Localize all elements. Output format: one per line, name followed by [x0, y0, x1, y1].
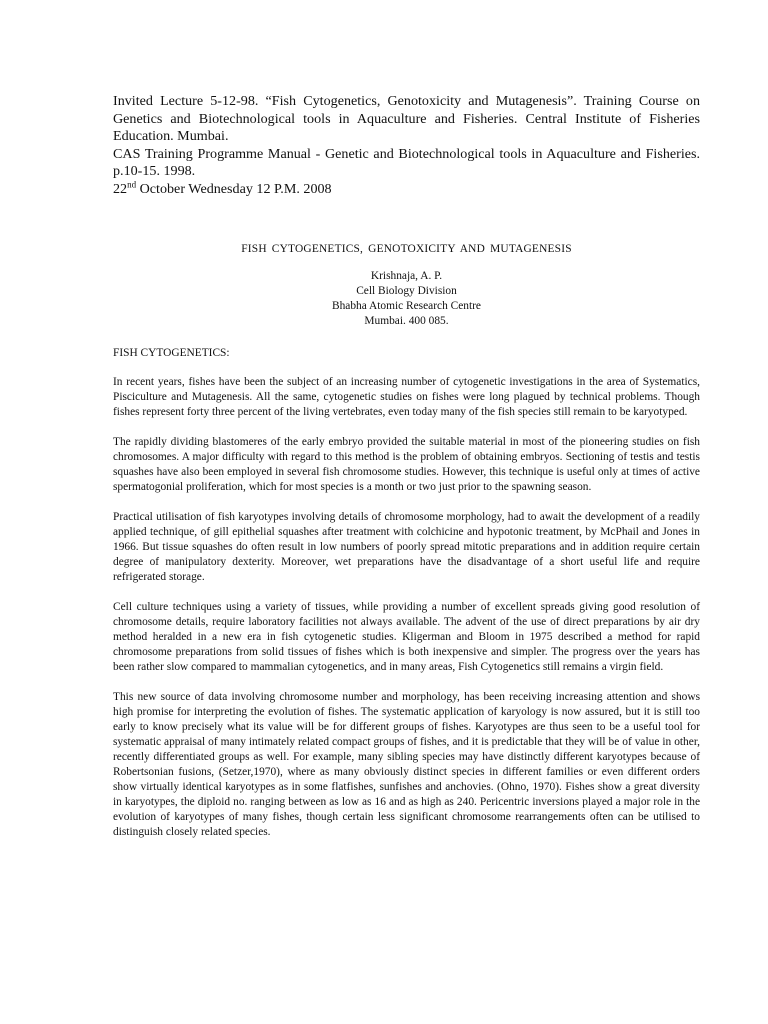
document-title: FISH CYTOGENETICS, GENOTOXICITY AND MUTAGENESIS: [241, 242, 572, 255]
citation-lecture: Invited Lecture 5-12-98. “Fish Cytogenetics, Genotoxicity and Mutagenesis”. Training Course on Genetics and Biotechnological tools in Aquaculture and Fisheries. Central Institute of Fisheries Education. Mumbai.: [113, 93, 700, 145]
date-rest: October Wednesday 12 P.M. 2008: [136, 180, 332, 197]
citation-date: [113, 181, 700, 199]
author-institute: Bhabha Atomic Research Centre: [332, 299, 481, 312]
date-day: 22: [113, 180, 128, 197]
author-block: [113, 269, 700, 329]
document-page: [113, 93, 700, 855]
author-city: Mumbai. 400 085.: [364, 314, 449, 327]
author-division: Cell Biology Division: [356, 284, 457, 297]
paragraph-4: Cell culture techniques using a variety of tissues, while providing a number of excellent spreads giving good resolution of chromosome details, require laboratory facilities not always available. The advent of the use of direct preparations by air dry method heralded in a new era in fish cytogenetic studies. Kligerman and Bloom in 1975 described a method for rapid chromosome preparations from solid tissues of fishes which is both inexpensive and simpler. The progress over the years has been rather slow compared to mammalian cytogenetics, and in many areas, Fish Cytogenetics still remains a virgin field.: [113, 600, 700, 673]
date-suffix: nd: [127, 179, 137, 190]
paragraph-1: In recent years, fishes have been the subject of an increasing number of cytogenetic investigations in the area of Systematics, Pisciculture and Mutagenesis. All the same, cytogenetic studies on fishes were long plagued by technical problems. Though fishes represent forty three percent of the living vertebrates, even today many of the fish species still remain to be karyotyped.: [113, 375, 700, 418]
citation-manual: CAS Training Programme Manual - Genetic and Biotechnological tools in Aquaculture and Fisheries. p.10-15. 1998.: [113, 145, 700, 180]
section-heading: FISH CYTOGENETICS:: [113, 346, 230, 359]
citation-header: [113, 93, 700, 199]
paragraph-3: Practical utilisation of fish karyotypes involving details of chromosome morphology, had to await the development of a readily applied technique, of gill epithelial squashes after treatment with colchicine and hypotonic treatment, by McPhail and Jones in 1966. But tissue squashes do often result in low numbers of poorly spread mitotic preparations and in addition require certain degree of manipulatory dexterity. Moreover, wet preparations have the disadvantage of a short useful life and require refrigerated storage.: [113, 510, 700, 583]
paragraph-2: The rapidly dividing blastomeres of the early embryo provided the suitable material in most of the pioneering studies on fish chromosomes. A major difficulty with regard to this method is the problem of obtaining embryos. Sectioning of testis and testis squashes have also been employed in several fish chromosome studies. However, this technique is useful only at times of active spermatogonial proliferation, which for most species is a month or two just prior to the spawning season.: [113, 435, 700, 493]
paragraph-5: This new source of data involving chromosome number and morphology, has been receiving increasing attention and shows high promise for interpreting the evolution of fishes. The systematic application of karyology is now assured, but it is still too early to know precisely what its value will be for different groups of fishes. Karyotypes are thus seen to be a useful tool for systematic appraisal of many intimately related compact groups of fishes, and it is predictable that they will be of value in other, recently differentiated groups as well. For example, many sibling species may have distinctly different karyotypes because of Robertsonian fusions, (Setzer,1970), where as many obviously distinct species in different families or even different orders show virtually identical karyotypes as in some flatfishes, sunfishes and anchovies. (Ohno, 1970). Fishes show a great diversity in karyotypes, the diploid no. ranging between as low as 16 and as high as 240. Pericentric inversions played a major role in the evolution of karyotypes of many fishes, though certain less significant chromosome rearrangements often can be utilised to distinguish closely related species.: [113, 690, 700, 838]
author-name: Krishnaja, A. P.: [370, 269, 443, 282]
